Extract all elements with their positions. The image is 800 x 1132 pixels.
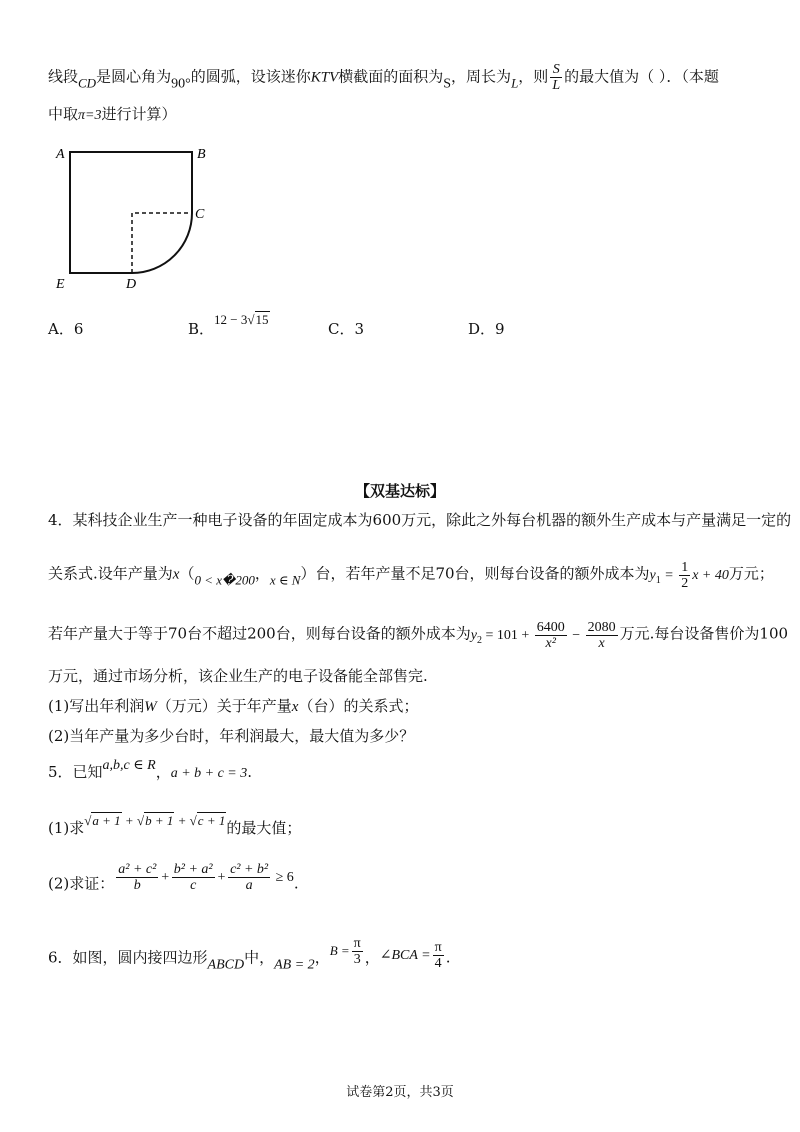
q4-line1: 4．某科技企业生产一种电子设备的年固定成本为600万元，除此之外每台机器的额外生产成本与产量满足一定的 [48,511,792,529]
fraction-den: b [133,878,141,893]
text: . [445,948,451,967]
text: . [247,763,253,781]
q4-line2 [48,560,774,591]
fraction-num: c² + b² [230,862,269,877]
math-plus: + [160,869,170,885]
math-y: y [470,627,477,643]
page-footer: 试卷第2页，共3页 [346,1085,454,1100]
math-eq: = 101 + [485,627,530,643]
text: 的最大值为（ ）．（本题 [564,67,719,86]
q4-line3 [48,620,788,651]
q4-line4: 万元，通过市场分析，该企业生产的电子设备能全部售完. [48,667,428,685]
q3-line2 [48,104,177,126]
section-title: 【双基达标】 [354,482,445,500]
choice-d: D．9 [468,320,505,338]
text: 线段 [48,67,79,86]
math-minus: − [572,627,581,643]
fraction-6400 [535,620,567,651]
fraction-num: 2080 [587,620,616,635]
fraction-den: 3 [353,952,361,968]
math-b: B = [329,942,350,958]
fraction-den: x [598,636,605,651]
text: ， [155,763,171,781]
math-x-in-n: x ∈ N [269,572,301,588]
math-bca: ∠BCA = [379,947,431,963]
math-abcd: ABCD [207,957,245,973]
figure-ktv-cross-section [50,138,220,298]
text: 横截面的面积为 [338,67,444,86]
fraction-den: x² [545,636,556,651]
fraction-1 [116,862,158,893]
text: ， [314,948,330,967]
q5-line1 [48,758,253,784]
fraction-den: c [190,878,197,893]
figure-label-b: B [197,147,206,162]
math-radicand: b + 1 [145,813,174,828]
math-y2-expr [470,620,620,651]
fraction-2 [172,862,215,893]
math-cd: CD [78,75,97,91]
fraction-num: b² + a² [173,862,213,877]
choice-a: A．6 [48,320,84,338]
fraction-pi-3 [352,936,363,967]
math-x: x [291,699,299,715]
text: （台）的关系式； [298,697,419,715]
fraction-den: 2 [681,576,689,591]
fraction-den: 4 [434,956,442,971]
math-text: 12 − 3 [214,312,248,327]
math-y1-expr [649,560,729,591]
text: (1)写出年利润 [48,697,145,715]
fraction-num: 1 [681,560,689,575]
text: (1)求 [48,819,85,837]
fraction-num: 6400 [536,620,565,635]
figure-label-a: A [56,147,65,162]
fraction-den: a [245,878,253,893]
text: 的圆弧，设该迷你 [190,67,311,86]
choice-c: C．3 [328,320,365,338]
math-radicand: 15 [255,312,269,327]
fraction-3 [228,862,270,893]
q4-part2: (2)当年产量为多少台时，年利润最大，最大值为多少？ [48,727,415,745]
math-w: W [144,699,157,715]
text: 若年产量大于等于70台不超过200台，则每台设备的额外成本为 [48,624,471,643]
figure-label-e: E [56,277,65,292]
fraction-num: a² + c² [118,862,157,877]
q5-part2 [48,862,299,901]
text: 的最大值； [226,819,302,837]
fraction-den: L [552,78,561,93]
text: 5．已知 [48,763,103,781]
math-l: L [511,75,519,91]
text: 中， [244,948,275,967]
text: 关系式.设年产量为 [48,564,173,583]
figure-label-d: D [126,277,137,292]
text: （ [179,564,195,583]
fraction-pi-4 [433,940,444,971]
text: 6．如图，圆内接四边形 [48,948,208,967]
fraction-s-over-l [550,62,562,93]
math-sub: 2 [476,634,482,646]
text: 是圆心角为 [96,67,172,86]
text: ，则 [518,67,549,86]
math-eq: = [664,567,674,583]
choice-b-label: B． [188,320,215,338]
math-ktv: KTV [310,69,339,86]
math-sqrt-sum: √a + 1 + √b + 1 + √c + 1 [84,813,226,828]
math-pi: π=3 [78,108,102,123]
math-radicand: c + 1 [197,813,226,828]
text: 万元； [728,564,774,583]
math-range: 0 < x�200 [194,572,255,588]
math-bca-eq [379,940,446,971]
text: ， [254,564,270,583]
text: ，周长为 [451,67,512,86]
text: 进行计算） [101,105,177,123]
fraction-num: S [550,62,562,78]
q5-part1 [48,813,302,839]
q6-line1 [48,936,451,976]
math-ab-eq-2: AB = 2 [274,957,315,973]
text: ）台，若年产量不足70台，则每台设备的额外成本为 [300,564,650,583]
text: (2)求证： [48,874,115,893]
math-b-eq [329,936,365,968]
text: ， [364,948,380,967]
math-y: y [649,567,656,583]
math-90deg: 90° [171,76,191,92]
fraction-2080 [586,620,618,651]
figure-label-c: C [195,207,205,222]
math-sub: 1 [655,574,661,586]
fraction-num: π [434,940,442,955]
text: （万元）关于年产量 [156,697,292,715]
text: . [293,874,299,893]
math-inequality [114,862,294,893]
math-radicand: a + 1 [92,813,121,828]
text: 中取 [48,105,79,123]
math-abc-in-r: a,b,c ∈ R [102,758,156,773]
fraction-one-half [679,560,690,591]
text: 万元.每台设备售价为100 [619,624,789,643]
math-tail: x + 40 [692,567,729,583]
math-plus: + [216,869,227,885]
math-sum: a + b + c = 3 [170,766,248,781]
q4-part1 [48,696,418,717]
fraction-num: π [353,936,361,952]
math-x: x [172,566,180,583]
math-ge-6: ≥ 6 [275,869,294,885]
choice-b-math: 12 − 3√15 [214,312,269,327]
choice-b [188,312,270,339]
math-s: S [443,76,452,92]
q3-line1 [48,62,719,95]
